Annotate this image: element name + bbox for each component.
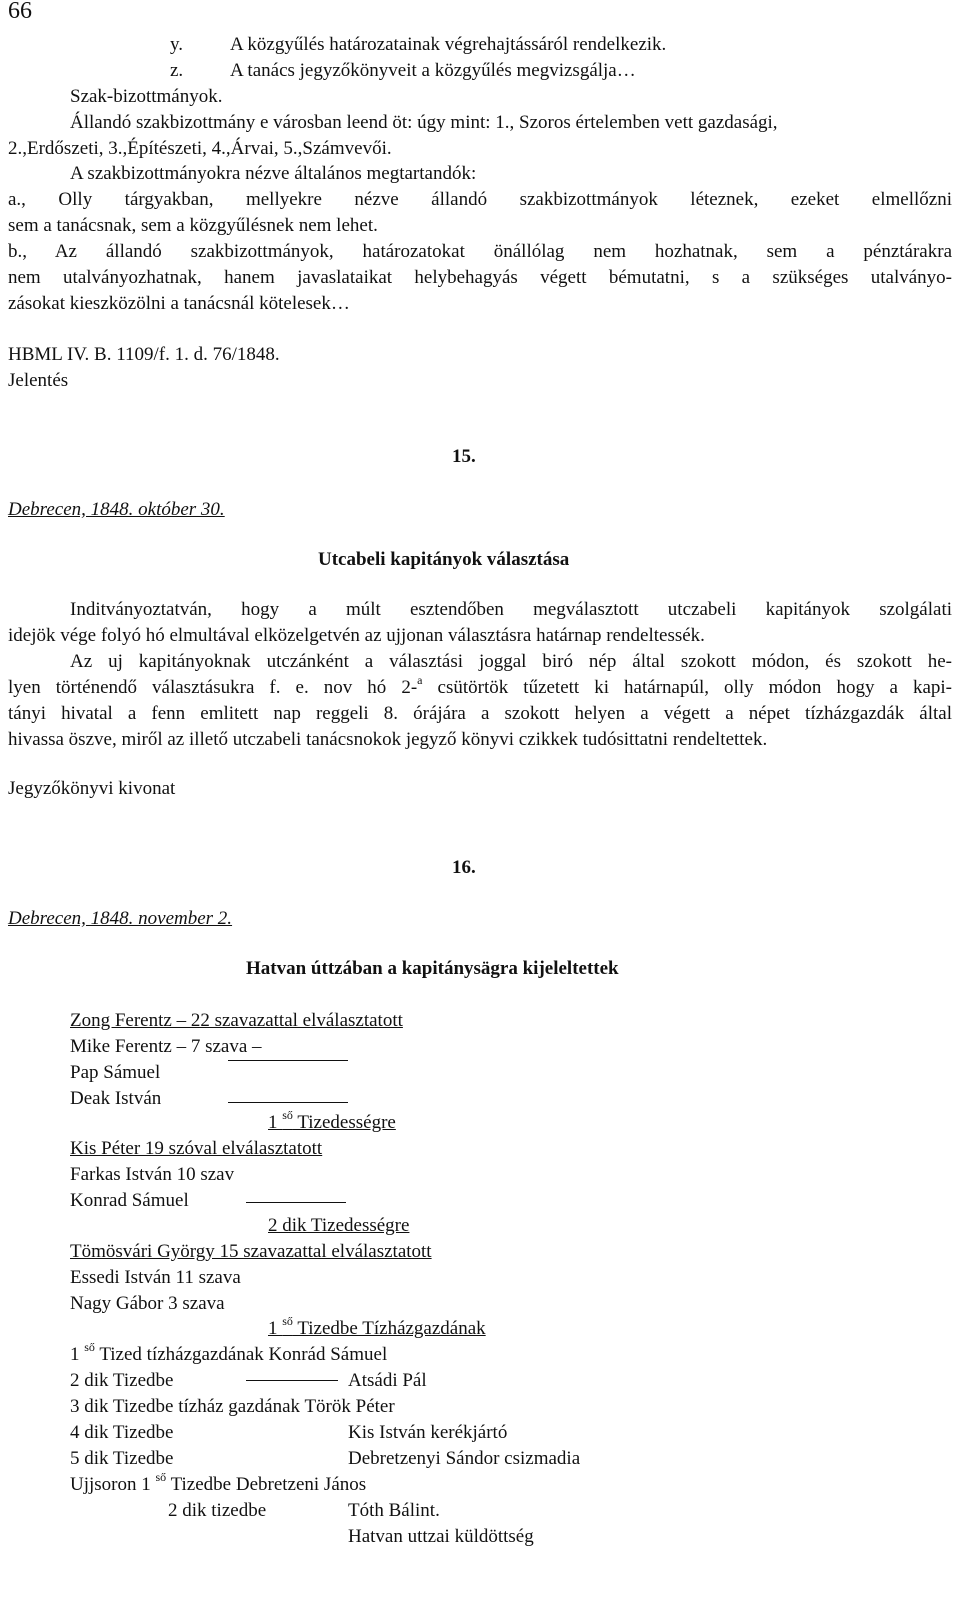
list-mike: Mike Ferentz – 7 szava – xyxy=(70,1036,262,1057)
tized-row-2-left: 2 dik Tizedbe xyxy=(70,1370,174,1391)
allando-line-1: Állandó szakbizottmány e városban leend öt: úgy mint: 1., Szoros értelemben vett gazdasági, xyxy=(70,112,778,133)
item-z-label: z. xyxy=(170,60,184,81)
source-reference: HBML IV. B. 1109/f. 1. d. 76/1848. xyxy=(8,344,280,365)
list-nagy: Nagy Gábor 3 szava xyxy=(70,1293,225,1314)
doc15-p1-line-1: Inditványoztatván, hogy a múlt esztendőben megválasztott utczabeli kapitányok szolgálati xyxy=(70,599,952,620)
list-tomosvari: Tömösvári György 15 szavazattal elválasztatott xyxy=(70,1241,432,1262)
szak-heading: Szak-bizottmányok. xyxy=(70,86,223,107)
dash-row-2 xyxy=(246,1380,338,1381)
doc15-type: Jegyzőkönyvi kivonat xyxy=(8,778,176,799)
tized-row-3: 3 dik Tizedbe tízház gazdának Török Péter xyxy=(70,1396,395,1417)
list-zong: Zong Ferentz – 22 szavazattal elválasztatott xyxy=(70,1010,403,1031)
doc15-p2-line-1: Az uj kapitányoknak utczánként a választási joggal biró nép által szokott módon, és szokott he- xyxy=(70,651,952,672)
tized-row-5-right: Debretzenyi Sándor csizmadia xyxy=(348,1448,581,1469)
allando-line-2: 2.,Erdőszeti, 3.,Építészeti, 4.,Árvai, 5.,Számvevői. xyxy=(8,138,392,159)
doc16-number: 16. xyxy=(452,857,476,878)
doc15-p1-line-2: idejök vége folyó hó elmultával elközelgetvén az ujjonan választásra határnap rendeltessék. xyxy=(8,625,705,646)
tized-row-5-left: 5 dik Tizedbe xyxy=(70,1448,174,1469)
item-y-text: A közgyűlés határozatainak végrehajtássáról rendelkezik. xyxy=(230,34,667,55)
doc15-p2-line-4: hivassa öszve, miről az illető utczabeli tanácsnokok jegyző könyvi czikkek tudósittatni rendeltettek. xyxy=(8,729,768,750)
list-pap: Pap Sámuel xyxy=(70,1062,161,1083)
doc16-title: Hatvan úttzában a kapitánysägra kijeleltettek xyxy=(246,958,619,979)
tized-row-2-right: Atsádi Pál xyxy=(348,1370,427,1391)
tized1-heading: 1 $^{ső}$ Tizedességre xyxy=(268,1107,396,1133)
doc15-p2-line-2: lyen történendő választásukra f. e. nov hó 2-$^a$ csütörtök tűzetett ki határnapúl, olly módon hogy a kapi- xyxy=(8,672,952,698)
megtartando-line: A szakbizottmányokra nézve általános megtartandók: xyxy=(70,163,477,184)
tized-row-7-right: Tóth Bálint. xyxy=(348,1500,440,1521)
tized-row-7-left: 2 dik tizedbe xyxy=(168,1500,267,1521)
signature-line: Hatvan uttzai küldöttség xyxy=(348,1526,534,1547)
dash-pap xyxy=(228,1060,348,1061)
item-z-text: A tanács jegyzőkönyveit a közgyűlés megvizsgálja… xyxy=(230,60,636,81)
tized2-heading: 2 dik Tizedességre xyxy=(268,1215,410,1236)
document-type: Jelentés xyxy=(8,370,69,391)
list-essedi: Essedi István 11 szava xyxy=(70,1267,241,1288)
point-a-line-2: sem a tanácsnak, sem a közgyűlésnek nem lehet. xyxy=(8,215,378,236)
doc15-place-date: Debrecen, 1848. október 30. xyxy=(8,499,225,520)
tizhaz-heading: 1 $^{ső}$ Tizedbe Tízházgazdának xyxy=(268,1313,486,1339)
dash-konrad xyxy=(246,1202,346,1203)
list-farkas: Farkas István 10 szav xyxy=(70,1164,235,1185)
tized-row-4-left: 4 dik Tizedbe xyxy=(70,1422,174,1443)
doc16-place-date: Debrecen, 1848. november 2. xyxy=(8,908,233,929)
point-b-line-3: zásokat kieszközölni a tanácsnál kötelesek… xyxy=(8,293,350,314)
list-kis: Kis Péter 19 szóval elválasztatott xyxy=(70,1138,323,1159)
point-a-line-1: a., Olly tárgyakban, mellyekre nézve állandó szakbizottmányok léteznek, ezeket elmellőzni xyxy=(8,189,952,210)
item-y-label: y. xyxy=(170,34,184,55)
dash-deak xyxy=(228,1102,348,1103)
doc15-number: 15. xyxy=(452,446,476,467)
doc15-title: Utcabeli kapitányok választása xyxy=(318,549,570,570)
tized-row-4-right: Kis István kerékjártó xyxy=(348,1422,508,1443)
point-b-line-1: b., Az állandó szakbizottmányok, határozatokat önállólag nem hozhatnak, sem a pénztárakra xyxy=(8,241,952,262)
point-b-line-2: nem utalványozhatnak, hanem javaslataikat helybehagyás végett bémutatni, s a szükséges utalványo- xyxy=(8,267,952,288)
list-deak: Deak István xyxy=(70,1088,162,1109)
tized-row-1: 1 $^{ső}$ Tized tízházgazdának Konrád Sámuel xyxy=(70,1339,388,1365)
page-number: 66 xyxy=(8,0,32,24)
tized-row-6: Ujjsoron 1 $^{ső}$ Tizedbe Debretzeni János xyxy=(70,1469,367,1495)
doc15-p2-line-3: tányi hivatal a fenn emlitett nap reggeli 8. órájára a szokott helyen a végett a népet tízházgazdák által xyxy=(8,703,952,724)
list-konrad: Konrad Sámuel xyxy=(70,1190,189,1211)
